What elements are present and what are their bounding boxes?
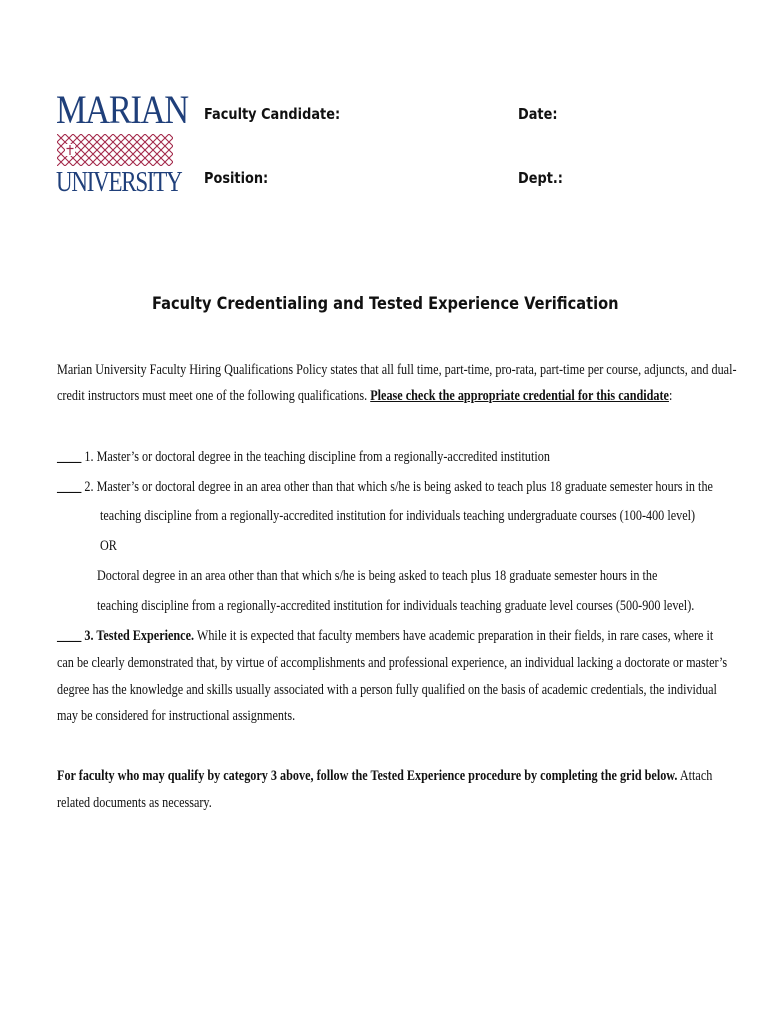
position-label: Position: — [204, 169, 269, 187]
checkbox-blank-2[interactable]: ____ — [57, 479, 82, 495]
logo-wordmark-bottom: UNIVERSITY — [56, 167, 182, 198]
checkbox-blank-1[interactable]: ____ — [57, 449, 82, 465]
option-2-text: 2. Master’s or doctoral degree in an area other than that which s/he is being asked to teach plus 18 graduate semester hours in the — [81, 479, 713, 495]
option-3-line-2: can be clearly demonstrated that, by virtue of accomplishments and professional experience, an individual lacking a doctorate or master’s — [57, 655, 728, 671]
checkbox-blank-3[interactable]: ____ — [57, 628, 82, 644]
credential-option-2 — [57, 478, 713, 496]
intro-line-2-text: credit instructors must meet one of the following qualifications. — [57, 388, 371, 404]
option-3-text: While it is expected that faculty members have academic preparation in their fields, in rare cases, where it — [194, 628, 714, 644]
dept-label: Dept.: — [518, 169, 563, 187]
logo-wordmark-top: MARIAN — [56, 87, 188, 132]
tested-experience-instruction — [57, 767, 712, 785]
date-label: Date: — [518, 105, 558, 123]
option-3-line-3: degree has the knowledge and skills usually associated with a person fully qualified on the basis of academic credentials, the individual — [57, 682, 717, 698]
marian-university-logo — [56, 87, 188, 202]
logo-lattice-band — [57, 134, 173, 166]
instruction-line-2: related documents as necessary. — [57, 795, 212, 811]
credential-option-3 — [57, 627, 713, 645]
option-2-line-4: teaching discipline from a regionally-accredited institution for individuals teaching graduate level courses (500-900 level). — [97, 598, 695, 614]
option-1-text: 1. Master’s or doctoral degree in the teaching discipline from a regionally-accredited institution — [81, 449, 550, 465]
credential-option-1 — [57, 448, 550, 466]
intro-line-2-end: : — [668, 388, 673, 404]
option-3-line-4: may be considered for instructional assignments. — [57, 708, 296, 724]
faculty-candidate-label: Faculty Candidate: — [204, 105, 341, 123]
intro-line-1: Marian University Faculty Hiring Qualifications Policy states that all full time, part-time, pro-rata, part-time per course, adjuncts, and dual- — [57, 362, 737, 378]
option-3-heading: 3. Tested Experience. — [81, 628, 195, 644]
check-instruction: Please check the appropriate credential for this candidate — [370, 388, 669, 404]
instruction-bold: For faculty who may qualify by category 3 above, follow the Tested Experience procedure by completing the grid below. — [57, 768, 678, 784]
option-2-line-3: Doctoral degree in an area other than that which s/he is being asked to teach plus 18 graduate semester hours in the — [97, 568, 658, 584]
intro-line-2 — [57, 387, 672, 405]
option-2-or: OR — [100, 538, 117, 554]
option-2-line-2: teaching discipline from a regionally-accredited institution for individuals teaching undergraduate courses (100-400 level) — [100, 508, 696, 524]
instruction-attach: Attach — [677, 768, 713, 784]
page-title: Faculty Credentialing and Tested Experience Verification — [151, 294, 619, 314]
